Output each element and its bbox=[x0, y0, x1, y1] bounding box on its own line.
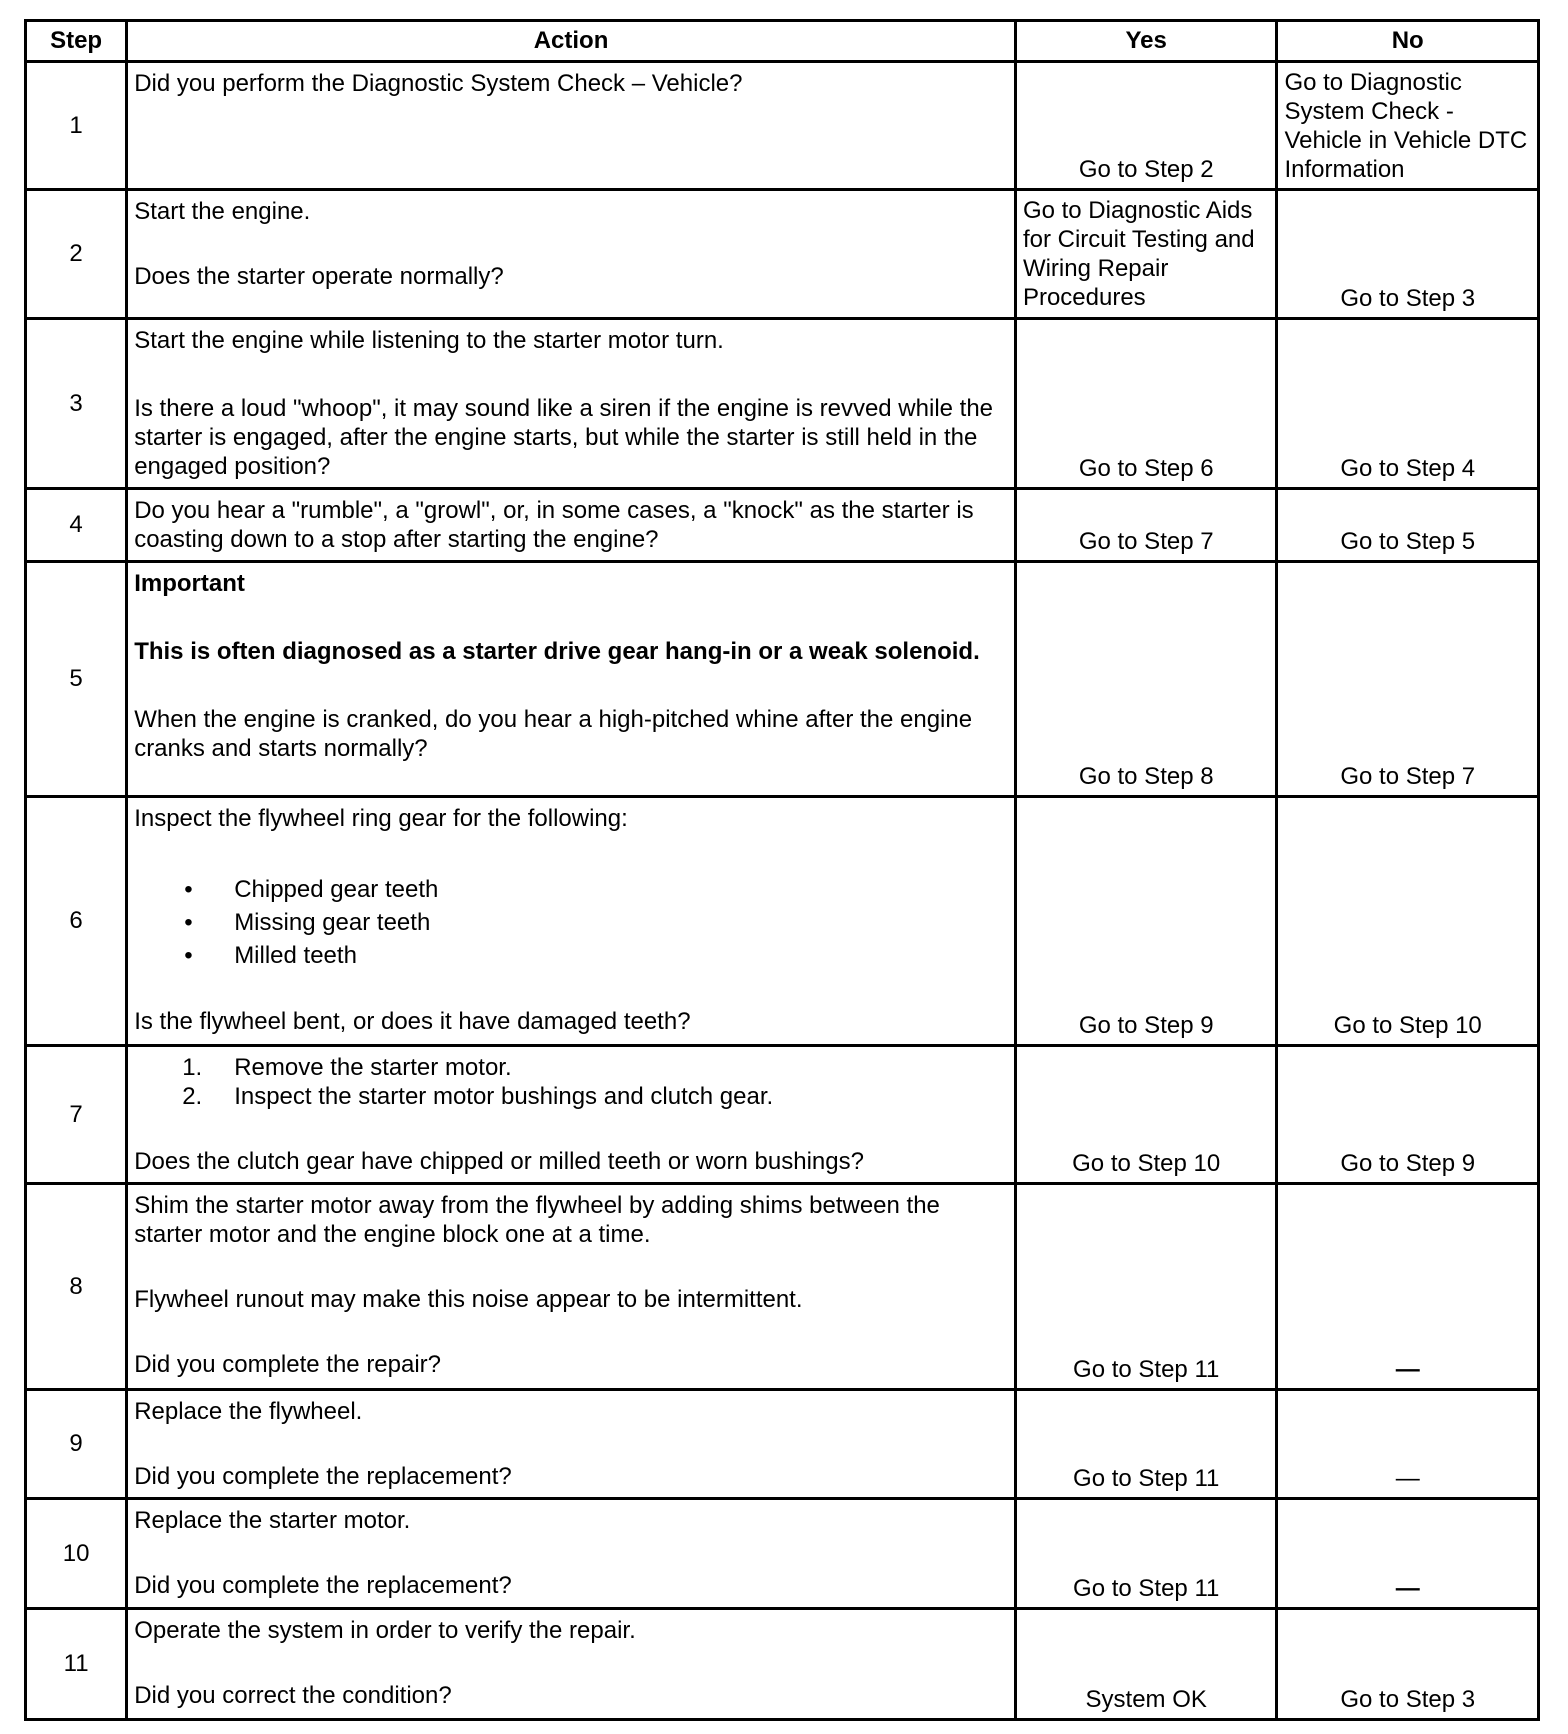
step-number: 4 bbox=[26, 489, 127, 562]
yes-text: Go to Step 11 bbox=[1073, 1356, 1220, 1383]
no-text: Go to Diagnostic System Check - Vehicle in Vehicle DTC Information bbox=[1284, 69, 1528, 183]
action-cell bbox=[127, 190, 1016, 319]
no-cell bbox=[1277, 797, 1539, 1046]
action-cell bbox=[127, 489, 1016, 562]
action-text: Operate the system in order to verify the repair. bbox=[134, 1617, 636, 1644]
no-text: Go to Step 9 bbox=[1340, 1150, 1476, 1177]
list-text: Remove the starter motor. bbox=[234, 1054, 512, 1081]
no-text: — bbox=[1395, 1465, 1420, 1492]
action-cell bbox=[127, 1390, 1016, 1499]
header-no: No bbox=[1277, 21, 1539, 62]
table-row bbox=[26, 190, 1539, 319]
action-question: Did you complete the replacement? bbox=[134, 1572, 512, 1599]
step-number: 1 bbox=[26, 62, 127, 190]
list-text: Inspect the starter motor bushings and clutch gear. bbox=[234, 1083, 774, 1110]
yes-text: Go to Step 10 bbox=[1072, 1150, 1221, 1177]
no-cell bbox=[1277, 62, 1539, 190]
important-label: Important bbox=[134, 570, 245, 597]
no-cell bbox=[1277, 190, 1539, 319]
table-row bbox=[26, 1499, 1539, 1609]
yes-text: Go to Step 2 bbox=[1078, 156, 1214, 183]
action-cell bbox=[127, 797, 1016, 1046]
yes-cell bbox=[1015, 562, 1277, 797]
step-number: 6 bbox=[26, 797, 127, 1046]
step-number: 7 bbox=[26, 1046, 127, 1184]
header-yes: Yes bbox=[1015, 21, 1277, 62]
action-cell bbox=[127, 562, 1016, 797]
list-item bbox=[182, 1053, 1008, 1082]
action-cell bbox=[127, 1499, 1016, 1609]
table-row bbox=[26, 1046, 1539, 1184]
table-row bbox=[26, 562, 1539, 797]
yes-cell bbox=[1015, 1184, 1277, 1390]
step-number: 9 bbox=[26, 1390, 127, 1499]
list-number: 2. bbox=[182, 1083, 203, 1110]
no-cell bbox=[1277, 489, 1539, 562]
yes-cell bbox=[1015, 190, 1277, 319]
action-question: When the engine is cranked, do you hear a high-pitched whine after the engine cranks and starts normally? bbox=[134, 706, 973, 762]
no-cell bbox=[1277, 1609, 1539, 1720]
step-number: 11 bbox=[26, 1609, 127, 1720]
no-cell bbox=[1277, 319, 1539, 489]
action-cell bbox=[127, 1609, 1016, 1720]
yes-cell bbox=[1015, 319, 1277, 489]
action-cell bbox=[127, 319, 1016, 489]
action-text: Start the engine. bbox=[134, 198, 311, 225]
action-text: Inspect the flywheel ring gear for the following: bbox=[134, 805, 628, 832]
no-text: Go to Step 10 bbox=[1333, 1012, 1482, 1039]
action-text: Shim the starter motor away from the flywheel by adding shims between the starter motor and the engine block one at a time. bbox=[134, 1192, 940, 1248]
no-text: Go to Step 3 bbox=[1340, 1686, 1476, 1713]
important-text: This is often diagnosed as a starter drive gear hang-in or a weak solenoid. bbox=[134, 638, 980, 665]
table-row bbox=[26, 797, 1539, 1046]
step-number: 2 bbox=[26, 190, 127, 319]
yes-text: Go to Step 6 bbox=[1078, 455, 1214, 482]
yes-cell bbox=[1015, 1609, 1277, 1720]
step-number: 5 bbox=[26, 562, 127, 797]
header-row bbox=[26, 21, 1539, 62]
yes-cell bbox=[1015, 797, 1277, 1046]
yes-text: Go to Diagnostic Aids for Circuit Testing and Wiring Repair Procedures bbox=[1022, 197, 1255, 311]
action-question: Did you complete the repair? bbox=[134, 1351, 442, 1378]
no-text: Go to Step 3 bbox=[1340, 285, 1476, 312]
no-text: Go to Step 5 bbox=[1340, 528, 1476, 555]
yes-text: System OK bbox=[1085, 1686, 1207, 1713]
action-question: Does the starter operate normally? bbox=[134, 263, 504, 290]
yes-cell bbox=[1015, 1390, 1277, 1499]
numbered-list bbox=[134, 1053, 1008, 1111]
action-text: Did you perform the Diagnostic System Check – Vehicle? bbox=[134, 70, 743, 97]
action-question: Did you complete the replacement? bbox=[134, 1463, 512, 1490]
yes-text: Go to Step 11 bbox=[1073, 1465, 1220, 1492]
no-text: — bbox=[1395, 1575, 1420, 1602]
table-row bbox=[26, 1390, 1539, 1499]
table-row bbox=[26, 62, 1539, 190]
no-cell bbox=[1277, 1046, 1539, 1184]
table-row bbox=[26, 1184, 1539, 1390]
list-item bbox=[182, 1082, 1008, 1111]
diagnostic-table bbox=[24, 19, 1540, 1721]
table-row bbox=[26, 319, 1539, 489]
action-question: Did you correct the condition? bbox=[134, 1682, 452, 1709]
yes-text: Go to Step 9 bbox=[1078, 1012, 1214, 1039]
no-text: Go to Step 7 bbox=[1340, 763, 1476, 790]
yes-cell bbox=[1015, 1046, 1277, 1184]
action-note: Flywheel runout may make this noise appear to be intermittent. bbox=[134, 1286, 803, 1313]
bullet-list bbox=[134, 873, 1008, 972]
table-row bbox=[26, 1609, 1539, 1720]
action-text: Replace the starter motor. bbox=[134, 1507, 411, 1534]
action-cell bbox=[127, 62, 1016, 190]
list-item: • Missing gear teeth bbox=[234, 906, 1008, 939]
yes-cell bbox=[1015, 62, 1277, 190]
no-cell bbox=[1277, 1184, 1539, 1390]
step-number: 10 bbox=[26, 1499, 127, 1609]
action-cell bbox=[127, 1046, 1016, 1184]
action-cell bbox=[127, 1184, 1016, 1390]
table-row bbox=[26, 489, 1539, 562]
no-text: — bbox=[1395, 1356, 1420, 1383]
yes-cell bbox=[1015, 1499, 1277, 1609]
yes-text: Go to Step 7 bbox=[1078, 528, 1214, 555]
list-item: • Milled teeth bbox=[234, 939, 1008, 972]
header-action: Action bbox=[127, 21, 1016, 62]
yes-cell bbox=[1015, 489, 1277, 562]
action-question: Does the clutch gear have chipped or milled teeth or worn bushings? bbox=[134, 1148, 864, 1175]
list-item: • Chipped gear teeth bbox=[234, 873, 1008, 906]
action-text: Start the engine while listening to the starter motor turn. bbox=[134, 327, 724, 354]
action-text: Replace the flywheel. bbox=[134, 1398, 363, 1425]
yes-text: Go to Step 11 bbox=[1073, 1575, 1220, 1602]
action-question: Is there a loud "whoop", it may sound like a siren if the engine is revved while the starter is engaged, after the engine starts, but while the starter is still held in the engaged position? bbox=[134, 395, 994, 480]
step-number: 3 bbox=[26, 319, 127, 489]
list-number: 1. bbox=[182, 1054, 203, 1081]
header-step: Step bbox=[26, 21, 127, 62]
action-question: Do you hear a "rumble", a "growl", or, in some cases, a "knock" as the starter is coasting down to a stop after starting the engine? bbox=[134, 497, 974, 553]
no-cell bbox=[1277, 1390, 1539, 1499]
step-number: 8 bbox=[26, 1184, 127, 1390]
action-question: Is the flywheel bent, or does it have damaged teeth? bbox=[134, 1008, 691, 1035]
no-cell bbox=[1277, 1499, 1539, 1609]
no-text: Go to Step 4 bbox=[1340, 455, 1476, 482]
yes-text: Go to Step 8 bbox=[1078, 763, 1214, 790]
no-cell bbox=[1277, 562, 1539, 797]
